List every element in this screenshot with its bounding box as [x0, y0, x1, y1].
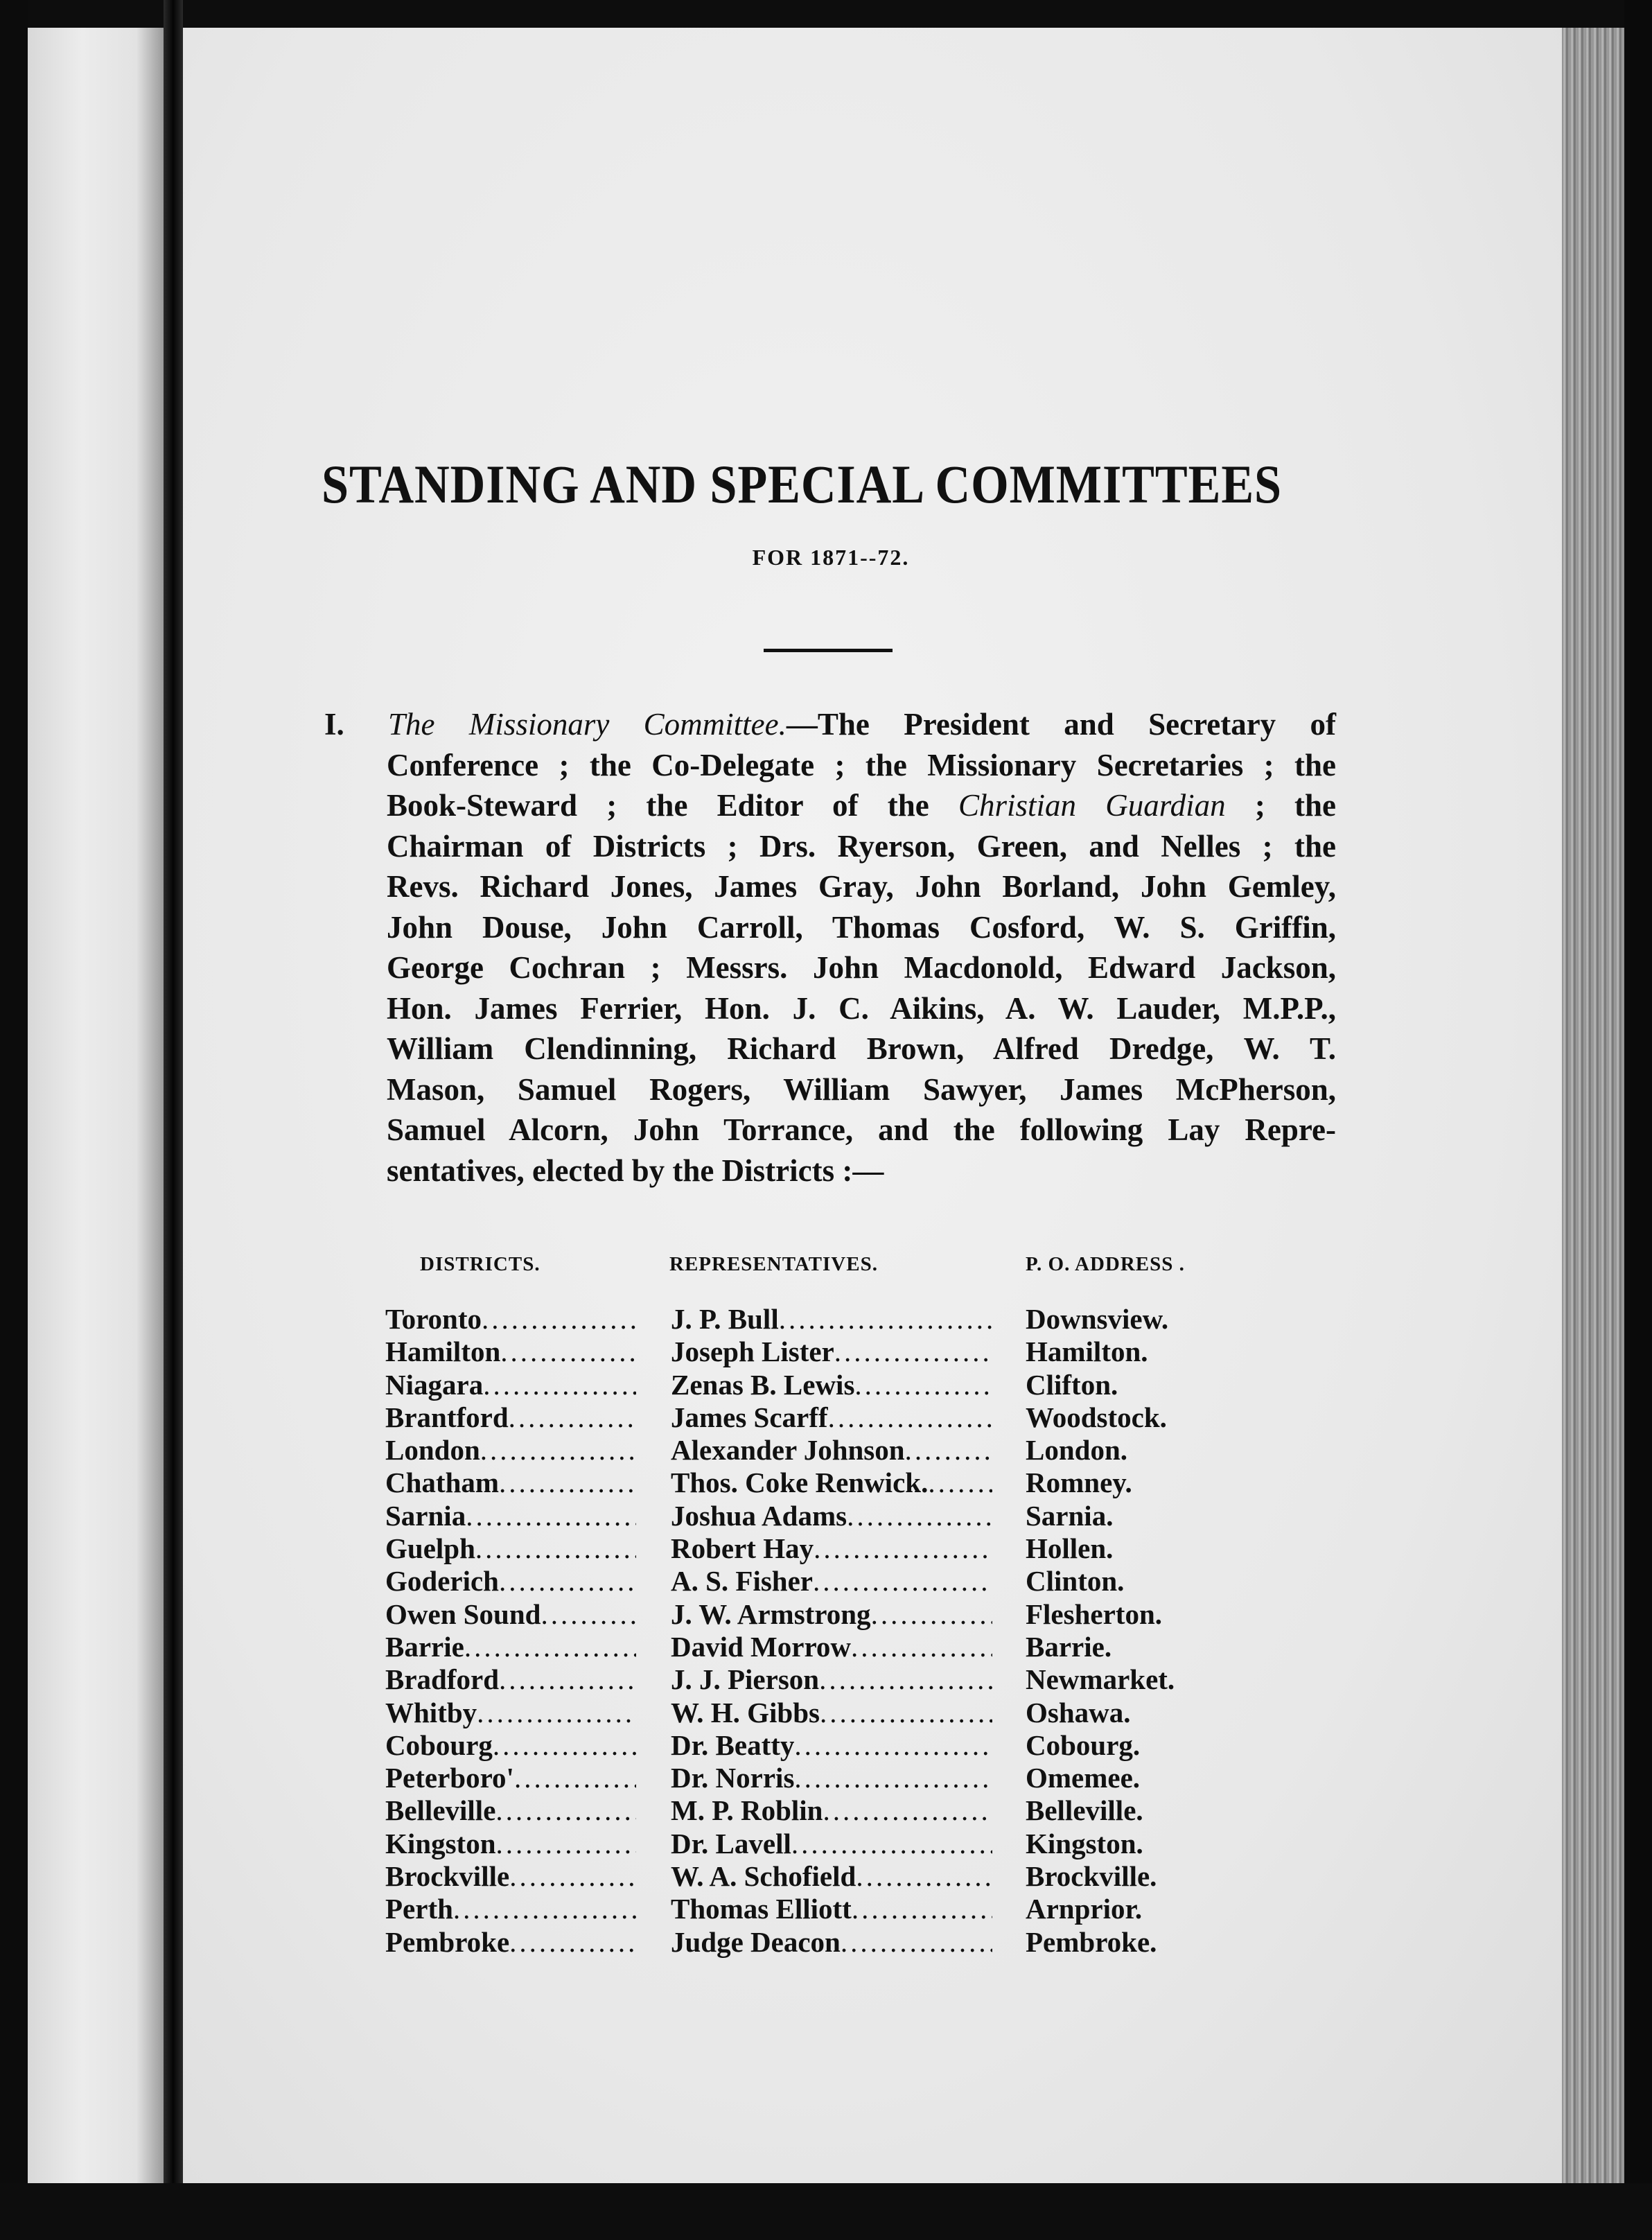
leader-dots — [791, 1828, 992, 1860]
district-name-cell — [385, 1663, 636, 1696]
post-office-address-cell — [1026, 1893, 1210, 1925]
district-name: Cobourg — [385, 1729, 493, 1761]
post-office-address: Kingston. — [1026, 1827, 1143, 1860]
post-office-address: Clinton. — [1026, 1565, 1125, 1598]
paragraph-line: Conference ; the Co-Delegate ; the Missionary Secretaries ; the — [387, 747, 1336, 782]
leader-dots — [509, 1860, 636, 1893]
leader-dots — [499, 1467, 636, 1499]
paragraph-line: William Clendinning, Richard Brown, Alfred Dredge, W. T. — [387, 1031, 1336, 1066]
district-name-cell — [385, 1434, 636, 1467]
leader-dots — [856, 1860, 992, 1893]
table-row — [385, 1401, 1210, 1434]
district-name-cell — [385, 1697, 636, 1729]
post-office-address: London. — [1026, 1434, 1128, 1467]
district-name-cell — [385, 1762, 636, 1794]
representative-name-cell — [671, 1336, 992, 1368]
table-row — [385, 1926, 1210, 1959]
book-gutter — [164, 0, 183, 2240]
representative-name: Dr. Norris — [671, 1762, 795, 1794]
district-name: Niagara — [385, 1368, 484, 1401]
newspaper-title: Christian Guardian — [958, 788, 1226, 823]
representative-name: A. S. Fisher — [671, 1565, 813, 1598]
paragraph-line-tail: ; the — [1225, 788, 1337, 823]
post-office-address-cell — [1026, 1729, 1210, 1762]
post-office-address: Woodstock. — [1026, 1401, 1167, 1433]
district-name: London — [385, 1434, 480, 1467]
district-name: Belleville — [385, 1794, 496, 1827]
leader-dots — [495, 1794, 636, 1827]
district-name: Kingston — [385, 1827, 496, 1860]
district-name-cell — [385, 1336, 636, 1368]
representative-name-cell — [671, 1828, 992, 1860]
post-office-address: Cobourg. — [1026, 1729, 1141, 1761]
leader-dots — [794, 1762, 992, 1794]
representative-name-cell — [671, 1860, 992, 1893]
table-row — [385, 1532, 1210, 1565]
leader-dots — [453, 1893, 636, 1925]
table-row — [385, 1500, 1210, 1532]
post-office-address-cell — [1026, 1467, 1210, 1499]
district-name: Pembroke — [385, 1925, 510, 1958]
district-name-cell — [385, 1500, 636, 1532]
paragraph-first-line — [324, 704, 1336, 745]
district-name: Goderich — [385, 1565, 499, 1598]
district-name-cell — [385, 1729, 636, 1762]
leader-dots — [514, 1762, 636, 1794]
representative-name: M. P. Roblin — [671, 1794, 823, 1827]
leader-dots — [828, 1401, 992, 1434]
representatives-table — [385, 1303, 1210, 1959]
district-name-cell — [385, 1532, 636, 1565]
table-row — [385, 1565, 1210, 1598]
table-row — [385, 1598, 1210, 1631]
table-row — [385, 1697, 1210, 1729]
scan-right-border — [1624, 0, 1652, 2240]
representative-name: Dr. Lavell — [671, 1827, 791, 1860]
district-name: Owen Sound — [385, 1598, 541, 1630]
column-header-representatives: REPRESENTATIVES. — [669, 1253, 878, 1275]
representative-name-cell — [671, 1762, 992, 1794]
post-office-address: Newmarket. — [1026, 1663, 1175, 1696]
leader-dots — [509, 1401, 636, 1434]
leader-dots — [841, 1926, 992, 1959]
representative-name-cell — [671, 1631, 992, 1663]
post-office-address: Downsview. — [1026, 1303, 1169, 1335]
post-office-address: Flesherton. — [1026, 1598, 1162, 1630]
table-row — [385, 1467, 1210, 1499]
post-office-address: Brockville. — [1026, 1860, 1157, 1893]
representative-name: David Morrow — [671, 1630, 852, 1663]
representative-name: Zenas B. Lewis — [671, 1368, 855, 1401]
district-name-cell — [385, 1893, 636, 1925]
representative-name: Joshua Adams — [671, 1499, 847, 1532]
district-name-cell — [385, 1828, 636, 1860]
representative-name-cell — [671, 1794, 992, 1827]
post-office-address-cell — [1026, 1369, 1210, 1401]
representative-name-cell — [671, 1369, 992, 1401]
leader-dots — [493, 1729, 636, 1762]
leader-dots — [509, 1926, 636, 1959]
district-name: Brockville — [385, 1860, 510, 1893]
facing-page-edge — [28, 28, 164, 2211]
post-office-address: Pembroke. — [1026, 1925, 1157, 1958]
representative-name: Thos. Coke Renwick. — [671, 1467, 929, 1499]
leader-dots — [779, 1303, 992, 1336]
district-name: Toronto — [385, 1303, 482, 1335]
leader-dots — [928, 1467, 992, 1499]
post-office-address-cell — [1026, 1565, 1210, 1598]
leader-dots — [480, 1434, 636, 1467]
district-name: Perth — [385, 1893, 453, 1925]
representative-name: W. A. Schofield — [671, 1860, 856, 1893]
column-header-districts: DISTRICTS. — [420, 1253, 541, 1275]
representative-name: W. H. Gibbs — [671, 1696, 820, 1729]
leader-dots — [823, 1794, 992, 1827]
representative-name-cell — [671, 1401, 992, 1434]
post-office-address-cell — [1026, 1663, 1210, 1696]
table-row — [385, 1303, 1210, 1336]
paragraph-line: sentatives, elected by the Districts :— — [387, 1153, 884, 1188]
page-title: STANDING AND SPECIAL COMMITTEES — [322, 454, 1283, 514]
post-office-address-cell — [1026, 1336, 1210, 1368]
section-heading: The Missionary Committee. — [388, 707, 787, 742]
post-office-address: Belleville. — [1026, 1794, 1143, 1827]
leader-dots — [496, 1828, 637, 1860]
leader-dots — [834, 1336, 992, 1368]
representative-name: Judge Deacon — [671, 1925, 841, 1958]
district-name-cell — [385, 1598, 636, 1631]
paragraph-line: Chairman of Districts ; Drs. Ryerson, Green, and Nelles ; the — [387, 828, 1336, 864]
page-stack-edge — [1562, 28, 1624, 2183]
district-name: Barrie — [385, 1630, 464, 1663]
representative-name-cell — [671, 1663, 992, 1696]
post-office-address-cell — [1026, 1762, 1210, 1794]
district-name: Chatham — [385, 1467, 500, 1499]
title-rule — [764, 649, 893, 652]
post-office-address-cell — [1026, 1303, 1210, 1336]
district-name-cell — [385, 1303, 636, 1336]
district-name: Bradford — [385, 1663, 499, 1696]
paragraph-body — [324, 745, 1336, 1191]
representative-name: J. P. Bull — [671, 1303, 779, 1335]
post-office-address: Omemee. — [1026, 1762, 1141, 1794]
representative-name-cell — [671, 1500, 992, 1532]
leader-dots — [847, 1500, 992, 1532]
column-header-address: P. O. ADDRESS . — [1026, 1253, 1185, 1275]
leader-dots — [464, 1631, 636, 1663]
representative-name-cell — [671, 1532, 992, 1565]
leader-dots — [819, 1663, 992, 1696]
paragraph-line: John Douse, John Carroll, Thomas Cosford, W. S. Griffin, — [387, 909, 1336, 945]
leader-dots — [794, 1729, 992, 1762]
scan-top-border — [0, 0, 1652, 28]
representative-name-cell — [671, 1697, 992, 1729]
post-office-address: Hollen. — [1026, 1532, 1114, 1565]
post-office-address-cell — [1026, 1926, 1210, 1959]
leader-dots — [499, 1565, 636, 1598]
post-office-address-cell — [1026, 1401, 1210, 1434]
paragraph-line-with-italic — [387, 785, 1336, 826]
representative-name: Joseph Lister — [671, 1336, 834, 1368]
post-office-address: Romney. — [1026, 1467, 1132, 1499]
representative-name-cell — [671, 1434, 992, 1467]
leader-dots — [541, 1598, 636, 1631]
representative-name-cell — [671, 1893, 992, 1925]
table-row — [385, 1369, 1210, 1401]
representative-name-cell — [671, 1467, 992, 1499]
table-row — [385, 1860, 1210, 1893]
district-name-cell — [385, 1401, 636, 1434]
leader-dots — [475, 1532, 636, 1565]
paragraph-line: —The President and Secretary of — [786, 707, 1336, 742]
leader-dots — [466, 1500, 636, 1532]
leader-dots — [477, 1697, 636, 1729]
post-office-address: Clifton. — [1026, 1368, 1118, 1401]
post-office-address: Oshawa. — [1026, 1696, 1131, 1729]
leader-dots — [482, 1303, 636, 1336]
leader-dots — [820, 1697, 992, 1729]
district-name: Sarnia — [385, 1499, 466, 1532]
district-name: Guelph — [385, 1532, 475, 1565]
representative-name: J. W. Armstrong — [671, 1598, 871, 1630]
representative-name-cell — [671, 1598, 992, 1631]
table-row — [385, 1729, 1210, 1762]
district-name: Hamilton — [385, 1336, 501, 1368]
district-name-cell — [385, 1794, 636, 1827]
post-office-address: Hamilton. — [1026, 1336, 1148, 1368]
post-office-address-cell — [1026, 1828, 1210, 1860]
district-name: Peterboro' — [385, 1762, 514, 1794]
post-office-address-cell — [1026, 1532, 1210, 1565]
district-name-cell — [385, 1860, 636, 1893]
leader-dots — [500, 1336, 636, 1368]
table-row — [385, 1336, 1210, 1368]
leader-dots — [854, 1369, 992, 1401]
representative-name: J. J. Pierson — [671, 1663, 820, 1696]
district-name: Whitby — [385, 1696, 477, 1729]
table-row — [385, 1663, 1210, 1696]
representative-name-cell — [671, 1565, 992, 1598]
scan-left-border — [0, 0, 28, 2240]
post-office-address: Arnprior. — [1026, 1893, 1143, 1925]
paragraph-line: Mason, Samuel Rogers, William Sawyer, James McPherson, — [387, 1071, 1336, 1107]
district-name-cell — [385, 1467, 636, 1499]
district-name: Brantford — [385, 1401, 509, 1433]
leader-dots — [871, 1598, 992, 1631]
post-office-address-cell — [1026, 1697, 1210, 1729]
table-row — [385, 1631, 1210, 1663]
leader-dots — [852, 1893, 992, 1925]
post-office-address: Barrie. — [1026, 1630, 1112, 1663]
paragraph-line: Revs. Richard Jones, James Gray, John Borland, John Gemley, — [387, 869, 1336, 904]
leader-dots — [851, 1631, 992, 1663]
representative-name-cell — [671, 1729, 992, 1762]
representative-name: Thomas Elliott — [671, 1893, 852, 1925]
post-office-address: Sarnia. — [1026, 1499, 1114, 1532]
representative-name: Dr. Beatty — [671, 1729, 795, 1761]
post-office-address-cell — [1026, 1794, 1210, 1827]
section-numeral: I. — [324, 707, 344, 742]
district-name-cell — [385, 1565, 636, 1598]
paragraph-line: George Cochran ; Messrs. John Macdonold, Edward Jackson, — [387, 950, 1336, 985]
paragraph-line: Samuel Alcorn, John Torrance, and the following Lay Repre- — [387, 1112, 1336, 1147]
representative-name-cell — [671, 1926, 992, 1959]
representative-name: James Scarff — [671, 1401, 828, 1433]
paragraph-line: Book-Steward ; the Editor of the — [387, 788, 929, 823]
leader-dots — [814, 1532, 992, 1565]
representative-name-cell — [671, 1303, 992, 1336]
table-row — [385, 1828, 1210, 1860]
leader-dots — [813, 1565, 992, 1598]
post-office-address-cell — [1026, 1860, 1210, 1893]
scan-bottom-border — [0, 2183, 1652, 2240]
post-office-address-cell — [1026, 1500, 1210, 1532]
representative-name: Robert Hay — [671, 1532, 814, 1565]
district-name-cell — [385, 1369, 636, 1401]
leader-dots — [483, 1369, 636, 1401]
district-name-cell — [385, 1926, 636, 1959]
paragraph-line: Hon. James Ferrier, Hon. J. C. Aikins, A. W. Lauder, M.P.P., — [387, 990, 1336, 1026]
representative-name: Alexander Johnson — [671, 1434, 905, 1467]
table-row — [385, 1762, 1210, 1794]
leader-dots — [499, 1663, 636, 1696]
post-office-address-cell — [1026, 1598, 1210, 1631]
leader-dots — [905, 1434, 992, 1467]
post-office-address-cell — [1026, 1631, 1210, 1663]
table-row — [385, 1893, 1210, 1925]
page-subtitle: FOR 1871--72. — [752, 545, 910, 570]
missionary-committee-paragraph — [324, 704, 1336, 1191]
post-office-address-cell — [1026, 1434, 1210, 1467]
district-name-cell — [385, 1631, 636, 1663]
table-row — [385, 1794, 1210, 1827]
table-row — [385, 1434, 1210, 1467]
